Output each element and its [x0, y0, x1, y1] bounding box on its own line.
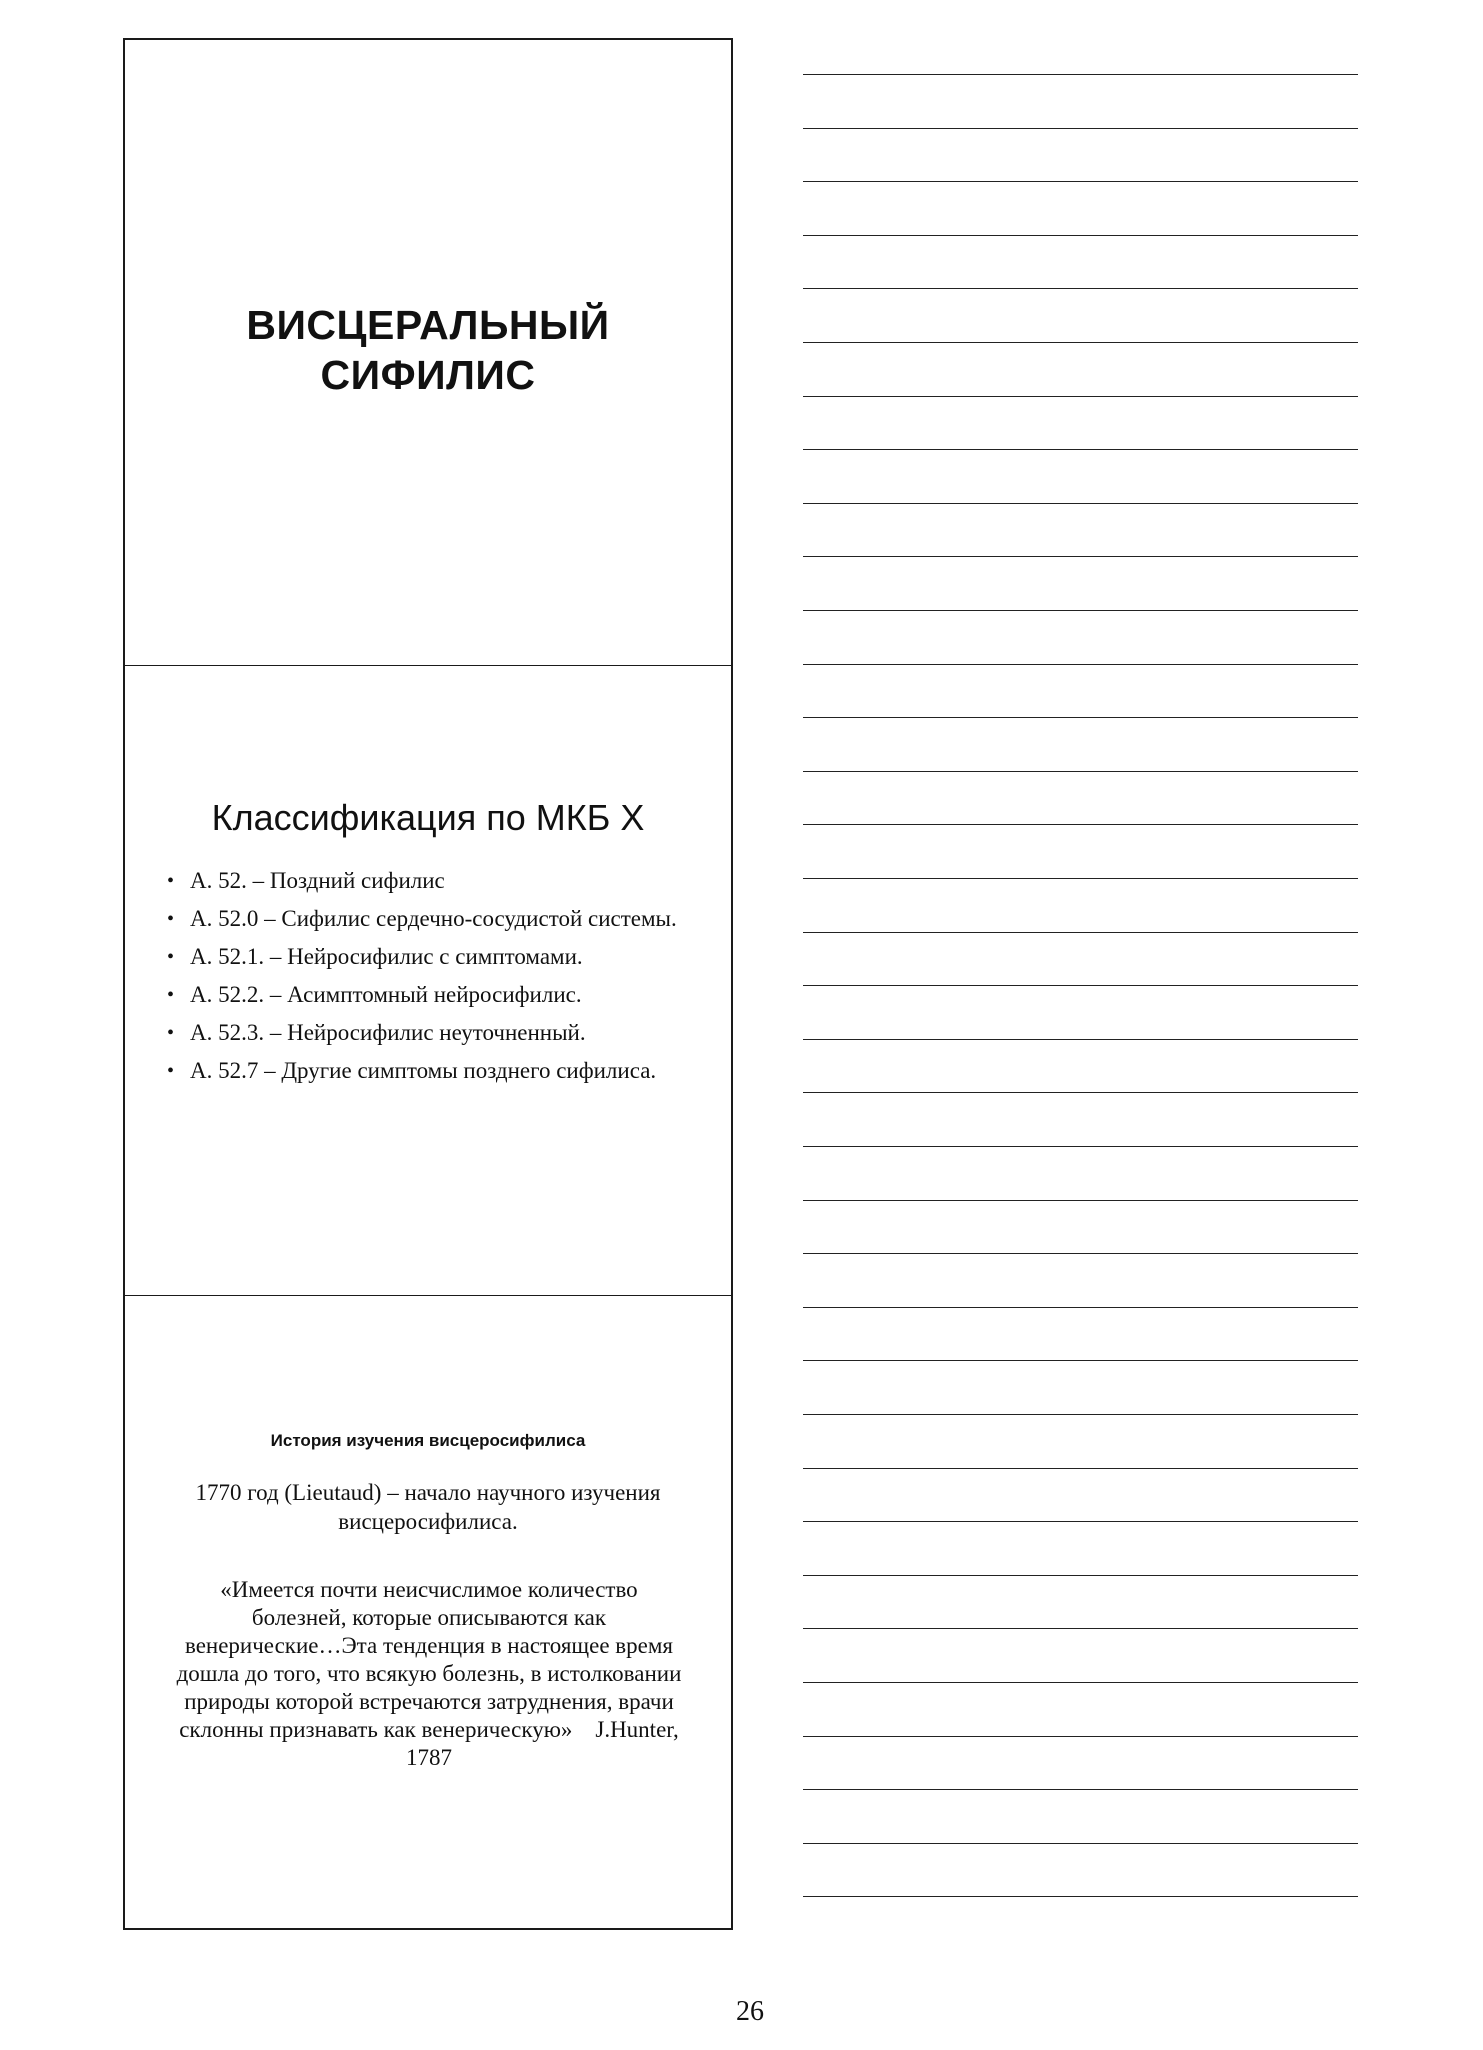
- note-line: [803, 342, 1358, 343]
- slide-classification: [123, 665, 733, 1297]
- note-line: [803, 1896, 1358, 1897]
- bullet-icon: •: [167, 870, 175, 892]
- slides-column: [123, 38, 731, 1929]
- slide1-title-line1: ВИСЦЕРАЛЬНЫЙ: [246, 302, 610, 348]
- quote-text: «Имеется почти неисчислимое количество болезней, которые описываются как венерические…Эта тенденция в настоящее время дошла до того, что всякую болезнь, в истолковании природы которой встречаются затруднения, врачи склонны признавать как венерическую»: [176, 1577, 682, 1742]
- slide2-title: Классификация по МКБ X: [211, 797, 645, 838]
- list-item-text: А. 52.2. – Асимптомный нейросифилис.: [190, 982, 582, 1007]
- slide1-title: [125, 300, 731, 400]
- note-line: [803, 1628, 1358, 1629]
- note-line: [803, 1414, 1358, 1415]
- note-line: [803, 449, 1358, 450]
- note-line: [803, 1789, 1358, 1790]
- bullet-icon: •: [167, 946, 175, 968]
- page-number: 26: [736, 1996, 764, 2027]
- slide-visceral-syphilis: [123, 38, 733, 668]
- note-line: [803, 932, 1358, 933]
- list-item-text: А. 52.7 – Другие симптомы позднего сифилиса.: [190, 1058, 657, 1083]
- bullet-icon: •: [167, 908, 175, 930]
- note-line: [803, 1253, 1358, 1254]
- history-paragraph: 1770 год (Lieutaud) – начало научного изучения висцеросифилиса.: [195, 1480, 661, 1534]
- note-line: [803, 664, 1358, 665]
- note-line: [803, 1468, 1358, 1469]
- note-line: [803, 1360, 1358, 1361]
- note-line: [803, 878, 1358, 879]
- list-item: [167, 980, 687, 1010]
- slide1-title-line2: СИФИЛИС: [320, 352, 536, 398]
- list-item: [167, 1056, 687, 1086]
- note-line: [803, 1521, 1358, 1522]
- note-line: [803, 1146, 1358, 1147]
- list-item: [167, 1018, 687, 1048]
- note-line: [803, 181, 1358, 182]
- note-line: [803, 288, 1358, 289]
- bullet-icon: •: [167, 984, 175, 1006]
- note-line: [803, 556, 1358, 557]
- note-line: [803, 1682, 1358, 1683]
- bullet-icon: •: [167, 1060, 175, 1082]
- list-item: [167, 904, 687, 934]
- note-line: [803, 1575, 1358, 1576]
- note-line: [803, 235, 1358, 236]
- list-item-text: А. 52.3. – Нейросифилис неуточненный.: [190, 1020, 586, 1045]
- note-line: [803, 1736, 1358, 1737]
- note-line: [803, 985, 1358, 986]
- note-line: [803, 74, 1358, 75]
- note-line: [803, 771, 1358, 772]
- note-line: [803, 717, 1358, 718]
- slide3-title: История изучения висцеросифилиса: [270, 1431, 586, 1450]
- classification-list: [167, 866, 687, 1094]
- list-item-text: А. 52.1. – Нейросифилис с симптомами.: [190, 944, 583, 969]
- list-item-text: А. 52. – Поздний сифилис: [190, 868, 445, 893]
- note-line: [803, 128, 1358, 129]
- note-line: [803, 610, 1358, 611]
- bullet-icon: •: [167, 1022, 175, 1044]
- note-line: [803, 1307, 1358, 1308]
- quote-attribution: J.Hunter, 1787: [406, 1717, 679, 1770]
- notes-lines: [803, 0, 1358, 1950]
- note-line: [803, 1843, 1358, 1844]
- list-item-text: А. 52.0 – Сифилис сердечно-сосудистой системы.: [190, 906, 677, 931]
- list-item: [167, 866, 687, 896]
- slide-history: [123, 1295, 733, 1930]
- hunter-quote: [175, 1576, 683, 1772]
- note-line: [803, 396, 1358, 397]
- note-line: [803, 1092, 1358, 1093]
- note-line: [803, 1200, 1358, 1201]
- note-line: [803, 824, 1358, 825]
- note-line: [803, 1039, 1358, 1040]
- note-line: [803, 503, 1358, 504]
- list-item: [167, 942, 687, 972]
